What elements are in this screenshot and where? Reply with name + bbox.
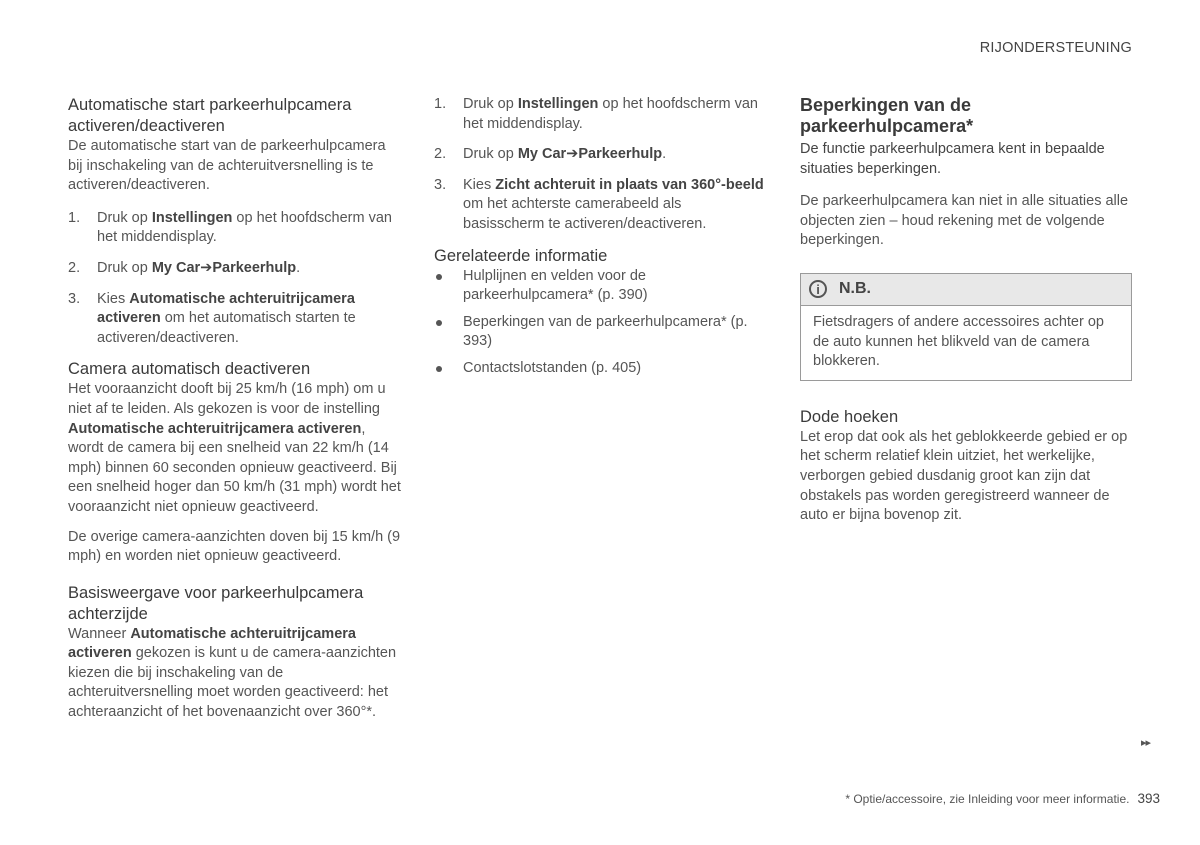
note-body: Fietsdragers of andere accessoires achter op de auto kunnen het blikveld van de camera blokkeren. [813, 313, 1104, 370]
camera-deactivate-text-2: De overige camera-aanzichten doven bij 15 km/h (9 mph) en worden niet opnieuw geactiveerd. [68, 528, 401, 565]
option-zicht-achteruit: Zicht achteruit in plaats van 360°-beeld [495, 176, 764, 193]
page-number: 393 [1137, 791, 1160, 806]
heading-related-info: Gerelateerde informatie [434, 246, 608, 265]
related-link[interactable]: Contactslotstanden (p. 405) [434, 359, 764, 379]
list-item: 3. Kies Zicht achteruit in plaats van 360°-beeld om het achterste camerabeeld als basisscherm te activeren/deactiveren. [434, 176, 764, 232]
note-title: N.B. [839, 280, 871, 298]
heading-beperkingen: Beperkingen van de parkeerhulpcamera* [800, 95, 974, 136]
footnote: * Optie/accessoire, zie Inleiding voor meer informatie. [845, 792, 1130, 806]
bullet-icon [436, 366, 442, 372]
related-list [434, 267, 764, 379]
menu-my-car: My Car [151, 259, 201, 276]
related-link[interactable]: Hulplijnen en velden voor de parkeerhulpcamera* (p. 390) [434, 267, 764, 306]
page-footer [845, 791, 1160, 806]
heading-basisweergave: Basisweergave voor parkeerhulpcamera achterzijde [68, 583, 364, 623]
menu-parkeerhulp: Parkeerhulp [212, 259, 297, 276]
option-auto-camera: Automatische achteruitrijcamera activeren [97, 290, 355, 327]
basisweergave-steps [434, 95, 764, 235]
bullet-icon [436, 320, 442, 326]
list-item: 1. Druk op Instellingen op het hoofdscherm van het middendisplay. [434, 96, 758, 132]
menu-instellingen: Instellingen [517, 96, 599, 112]
column-2 [434, 95, 764, 386]
related-link[interactable]: Beperkingen van de parkeerhulpcamera* (p. 393) [434, 313, 764, 352]
menu-instellingen: Instellingen [151, 209, 233, 226]
arrow-right-icon: ➔ [566, 146, 579, 163]
auto-start-intro: De automatische start van de parkeerhulpcamera bij inschakeling van de achteruitversnelling is te activeren/deactiveren. [68, 138, 386, 194]
section-header: RIJONDERSTEUNING [979, 40, 1132, 56]
beperkingen-lead: De functie parkeerhulpcamera kent in bepaalde situaties beperkingen. [800, 141, 1105, 177]
dode-hoeken-text: Let erop dat ook als het geblokkeerde gebied er op het scherm relatief klein uitziet, het werkelijke, verborgen gebied dusdanig groot kan zijn dat obstakels pas worden geregistreerd wanneer de auto er bijna bovenop zit. [800, 428, 1128, 524]
heading-camera-deactivate: Camera automatisch deactiveren [68, 360, 311, 379]
note-box [800, 273, 1132, 381]
menu-my-car: My Car [517, 146, 567, 163]
note-header [801, 274, 1131, 306]
arrow-right-icon: ➔ [200, 259, 213, 276]
info-icon: i [809, 280, 827, 298]
basisweergave-text: Wanneer Automatische achteruitrijcamera activeren gekozen is kunt u de camera-aanzichten kiezen die bij inschakeling van de achteruitversnelling moet worden geactiveerd: het achteraanzicht of het bovenaanzicht over 360°*. [68, 625, 397, 721]
list-item: 2. Druk op My Car➔Parkeerhulp. [434, 146, 667, 163]
list-item: 3. Kies Automatische achteruitrijcamera activeren om het automatisch starten te activeren/deactiveren. [68, 290, 356, 346]
camera-deactivate-text: Het vooraanzicht dooft bij 25 km/h (16 mph) om u niet af te leiden. Als gekozen is voor de instelling Automatische achteruitrijcamera activeren, wordt de camera bij een snelheid van 22 km/h (14 mph) binnen 60 seconden opnieuw geactiveerd. Bij een snelheid hoger dan 50 km/h (31 mph) wordt het vooraanzicht niet opnieuw geactiveerd. [68, 381, 401, 515]
menu-parkeerhulp: Parkeerhulp [578, 146, 663, 163]
heading-dode-hoeken: Dode hoeken [800, 407, 899, 426]
heading-auto-start: Automatische start parkeerhulpcamera activeren/deactiveren [68, 96, 352, 135]
column-1 [68, 95, 403, 723]
column-3 [800, 95, 1132, 526]
list-item: 1. Druk op Instellingen op het hoofdscherm van het middendisplay. [68, 209, 392, 246]
continued-icon: ▸▸ [1140, 737, 1150, 749]
list-item: 2. Druk op My Car➔Parkeerhulp. [68, 259, 301, 276]
bullet-icon [436, 274, 442, 280]
auto-start-steps [68, 209, 403, 349]
beperkingen-text: De parkeerhulpcamera kan niet in alle situaties alle objecten zien – houd rekening met de volgende beperkingen. [800, 193, 1129, 249]
